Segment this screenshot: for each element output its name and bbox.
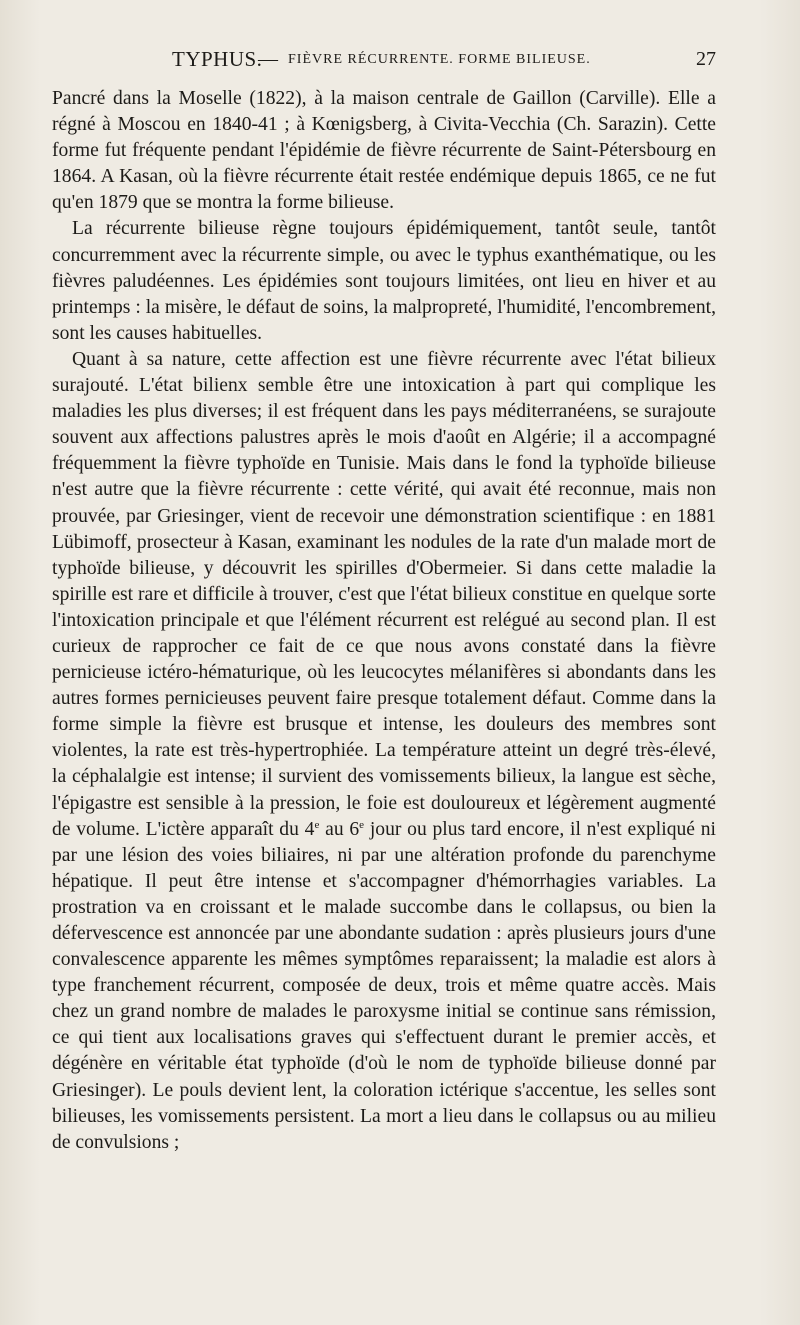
running-head-title: TYPHUS. <box>172 47 263 71</box>
paragraph-3-text-b: au 6 <box>319 818 360 840</box>
superscript-e-2: e <box>359 818 365 831</box>
running-head-subtitle: FIÈVRE RÉCURRENTE. FORME BILIEUSE. <box>288 52 591 67</box>
paragraph-2-text: La récurrente bilieuse règne toujours épidémiquement, tantôt seule, tantôt concurremment avec la récurrente simple, ou avec le typhus exanthématique, ou les fièvres paludéennes. Les épidémies sont toujours limitées, ont lieu en hiver et au printemps : la misère, le défaut de soins, la malpropreté, l'humidité, l'encombrement, sont les causes habituelles. <box>52 218 716 344</box>
paragraph-2 <box>52 216 716 346</box>
running-head-dash: — <box>258 48 278 70</box>
body-text <box>52 86 716 1156</box>
paragraph-3-text-a: Quant à sa nature, cette affection est une fièvre récurrente avec l'état bilieux surajouté. L'état bilienx semble être une intoxication à part qui complique les maladies les plus diverses; il est fréquent dans les pays méditerranéens, se surajoute souvent aux affections palustres après le mois d'août en Algérie; il a accompagné fréquemment la fièvre typhoïde en Tunisie. Mais dans le fond la typhoïde bilieuse n'est autre que la fièvre récurrente : cette vérité, qui avait été reconnue, mais non prouvée, par Griesinger, vient de recevoir une démonstration scientifique : en 1881 Lübimoff, prosecteur à Kasan, examinant les nodules de la rate d'un malade mort de typhoïde bilieuse, y découvrit les spirilles d'Obermeier. Si dans cette maladie la spirille est rare et difficile à trouver, c'est que l'état bilieux constitue en quelque sorte l'intoxication principale et que l'élément récurrent est relégué au second plan. Il est curieux de rapprocher ce fait de ce que nous avons constaté dans la fièvre pernicieuse ictéro-hématurique, où les leucocytes mélanifères si abondants dans les autres formes pernicieuses peuvent faire presque totalement défaut. Comme dans la forme simple la fièvre est brusque et intense, les douleurs des membres sont violentes, la rate est très-hypertrophiée. La température atteint un degré très-élevé, la céphalalgie est intense; il survient des vomissements bilieux, la langue est sèche, l'épigastre est sensible à la pression, le foie est douloureux et légèrement augmenté de volume. L'ictère apparaît du 4 <box>52 348 716 840</box>
paragraph-1 <box>52 86 716 216</box>
paragraph-3 <box>52 347 716 1156</box>
page-number: 27 <box>696 48 716 70</box>
paragraph-1-text: Pancré dans la Moselle (1822), à la maison centrale de Gaillon (Carville). Elle a régné à Moscou en 1840-41 ; à Kœnigsberg, à Civita-Vecchia (Ch. Sarazin). Cette forme fut fréquente pendant l'épidémie de fièvre récurrente de Saint-Pétersbourg en 1864. A Kasan, où la fièvre récurrente était restée endémique depuis 1865, ce ne fut qu'en 1879 que se montra la forme bilieuse. <box>52 88 716 214</box>
paragraph-3-text-c: jour ou plus tard encore, il n'est expliqué ni par une lésion des voies biliaires, ni par une altération profonde du parenchyme hépatique. Il peut être intense et s'accompagner d'hémorrhagies variables. La prostration va en croissant et le malade succombe dans le collapsus, ou bien la défervescence est annoncée par une abondante sudation : après plusieurs jours d'une convalescence apparente les mêmes symptômes reparaissent; la maladie est alors à type franchement récurrent, composée de deux, trois et même quatre accès. Mais chez un grand nombre de malades le paroxysme initial se continue sans rémission, ce qui tient aux localisations graves qui s'effectuent durant le premier accès, et dégénère en véritable état typhoïde (d'où le nom de typhoïde bilieuse donné par Griesinger). Le pouls devient lent, la coloration ictérique s'accentue, les selles sont bilieuses, les vomissements persistent. La mort a lieu dans le collapsus ou au milieu de convulsions ; <box>52 818 716 1153</box>
superscript-e-1: e <box>314 818 320 831</box>
running-head <box>52 44 716 74</box>
